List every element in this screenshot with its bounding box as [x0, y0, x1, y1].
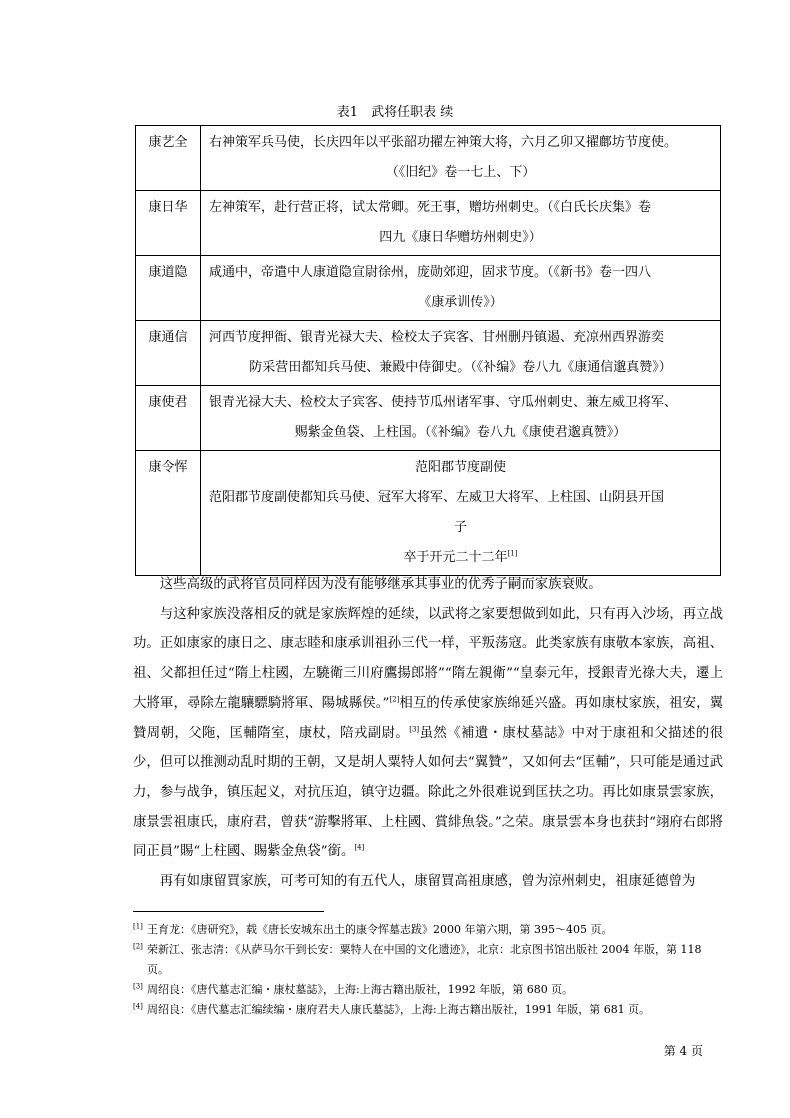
official-record	[201, 256, 721, 321]
official-record	[201, 451, 721, 576]
record-source: （《旧纪》卷一七上、下）	[385, 165, 536, 180]
official-record	[201, 386, 721, 451]
record-line	[209, 543, 712, 573]
table-row	[136, 386, 721, 451]
footnote-ref[interactable]: [4]	[354, 843, 365, 852]
table-row	[136, 191, 721, 256]
footnote	[133, 940, 723, 980]
paragraph-text: 虽然《補遺・康杖墓誌》中对于康祖和父描述的很少，但可以推测动乱时期的王朝，又是胡人粟特人如何去“翼贊”，又如何去“匡輔”，只可能是通过武力，参与战争，镇压起义，对抗压迫，镇守边疆。除此之外很难说到匡扶之功。再比如康景雲家族，康景雲祖康氏，康府君，曾获“游擊將軍、上柱國、賞緋魚袋。”之荣。康景雲本身也获封“翊府右郎將同正員”賜“上柱國、賜紫金魚袋”銜。	[133, 725, 724, 860]
official-record	[201, 321, 721, 386]
record-line: 银青光禄大夫、检校太子宾客、使持节瓜州诸军事、守瓜州刺史、兼左威卫将军、	[209, 395, 678, 410]
footnote-text: 荣新江、张志清：《从萨马尔干到长安：粟特人在中国的文化遗迹》，北京：北京图书馆出版社 2004 年版，第 118 页。	[147, 943, 702, 976]
footnote-ref[interactable]: [1]	[507, 549, 518, 558]
footnote	[133, 920, 723, 940]
footnote-ref[interactable]: [2]	[389, 695, 400, 704]
footnote-text: 周绍良：《唐代墓志汇编续编・康府君夫人康氏墓誌》，上海:上海古籍出版社，1991 年版，第 681 页。	[147, 1003, 651, 1016]
footnote-text: 周绍良：《唐代墓志汇编・康杖墓誌》，上海:上海古籍出版社，1992 年版，第 680 页。	[147, 983, 574, 996]
official-name: 康道隐	[136, 256, 201, 321]
record-source: 《康承训传》）	[418, 295, 503, 310]
official-name: 康令恽	[136, 451, 201, 576]
paragraph	[133, 600, 723, 867]
footnote	[133, 980, 723, 1000]
footnote-mark: [1]	[133, 922, 143, 931]
record-line: 范阳郡节度副使	[414, 460, 506, 475]
official-name: 康日华	[136, 191, 201, 256]
paragraph: 这些高级的武将官员同样因为没有能够继承其事业的优秀子嗣而家族衰败。	[159, 577, 602, 592]
table-row	[136, 256, 721, 321]
footnotes	[133, 920, 723, 1020]
footnote-divider	[133, 911, 324, 912]
body-text	[133, 570, 723, 897]
footnote	[133, 1000, 723, 1020]
record-line: 右神策军兵马使，长庆四年以平张韶功擢左神策大将，六月乙卯又擢鄜坊节度使。	[209, 135, 678, 150]
table-caption: 表1 武将任职表 续	[336, 105, 454, 120]
table-row	[136, 126, 721, 191]
record-line: 子	[453, 520, 467, 535]
record-line: 咸通中，帝遣中人康道隐宣尉徐州，庞勋郊迎，固求节度。（《新书》卷一四八	[209, 265, 652, 280]
footnote-ref[interactable]: [3]	[409, 725, 420, 734]
official-name: 康通信	[136, 321, 201, 386]
footnote-mark: [4]	[133, 1002, 143, 1011]
table-row	[136, 451, 721, 576]
table-row	[136, 321, 721, 386]
official-name: 康使君	[136, 386, 201, 451]
record-line: 河西节度押衙、银青光禄大夫、检校太子宾客、甘州删丹镇遏、充凉州西界游奕	[209, 330, 665, 345]
paragraph-text: 与这种家族没落相反的就是家族辉煌的延续，以武将之家要想做到如此，只有再入沙场，再立战功。正如康家的康日之、康志睦和康承训祖孙三代一样，平叛荡寇。此类家族有康敬本家族，高祖、祖、父都担任过“隋上柱國，左驍衛三川府鷹揚郎將”“隋左親衛”“皇泰元年，授銀青光祿大夫，遷上大將軍，尋除左龍驤驃騎將軍、陽城縣侯。”	[133, 606, 723, 711]
record-text: 卒于开元二十二年	[403, 550, 508, 565]
footnote-mark: [2]	[133, 942, 143, 951]
record-source: 防采营田都知兵马使、兼殿中侍御史。（《补编》卷八九《康通信邈真赞》）	[249, 360, 672, 375]
record-line: 范阳郡节度副使都知兵马使、冠军大将军、左威卫大将军、上柱国、山阴县开国	[209, 490, 665, 505]
military-officials-table	[135, 125, 721, 576]
footnote-text: 王育龙：《唐研究》，载《唐长安城东出土的康令恽墓志跋》2000 年第六期，第 395～405 页。	[147, 923, 613, 936]
paragraph: 再有如康留買家族，可考可知的有五代人，康留買高祖康感，曾为涼州刺史，祖康延德曾为	[159, 874, 696, 890]
official-name: 康艺全	[136, 126, 201, 191]
record-source: 四九《康日华赠坊州刺史》）	[379, 230, 542, 245]
page-number: 第 4 页	[663, 1044, 703, 1058]
official-record	[201, 126, 721, 191]
record-source: 赐紫金鱼袋、上柱国。（《补编》卷八九《康使君邈真赞》）	[294, 425, 627, 440]
paragraph-text: 相互的传承使家族绵延兴盛。再如康杖家族，祖安，翼贊周朝，父陁，匡輔隋室，康杖，陪戎副尉。	[133, 695, 723, 741]
record-line: 左神策军，赴行营正将，试太常卿。死王事，赠坊州刺史。（《白氏长庆集》卷	[209, 200, 652, 215]
footnote-mark: [3]	[133, 982, 143, 991]
official-record	[201, 191, 721, 256]
